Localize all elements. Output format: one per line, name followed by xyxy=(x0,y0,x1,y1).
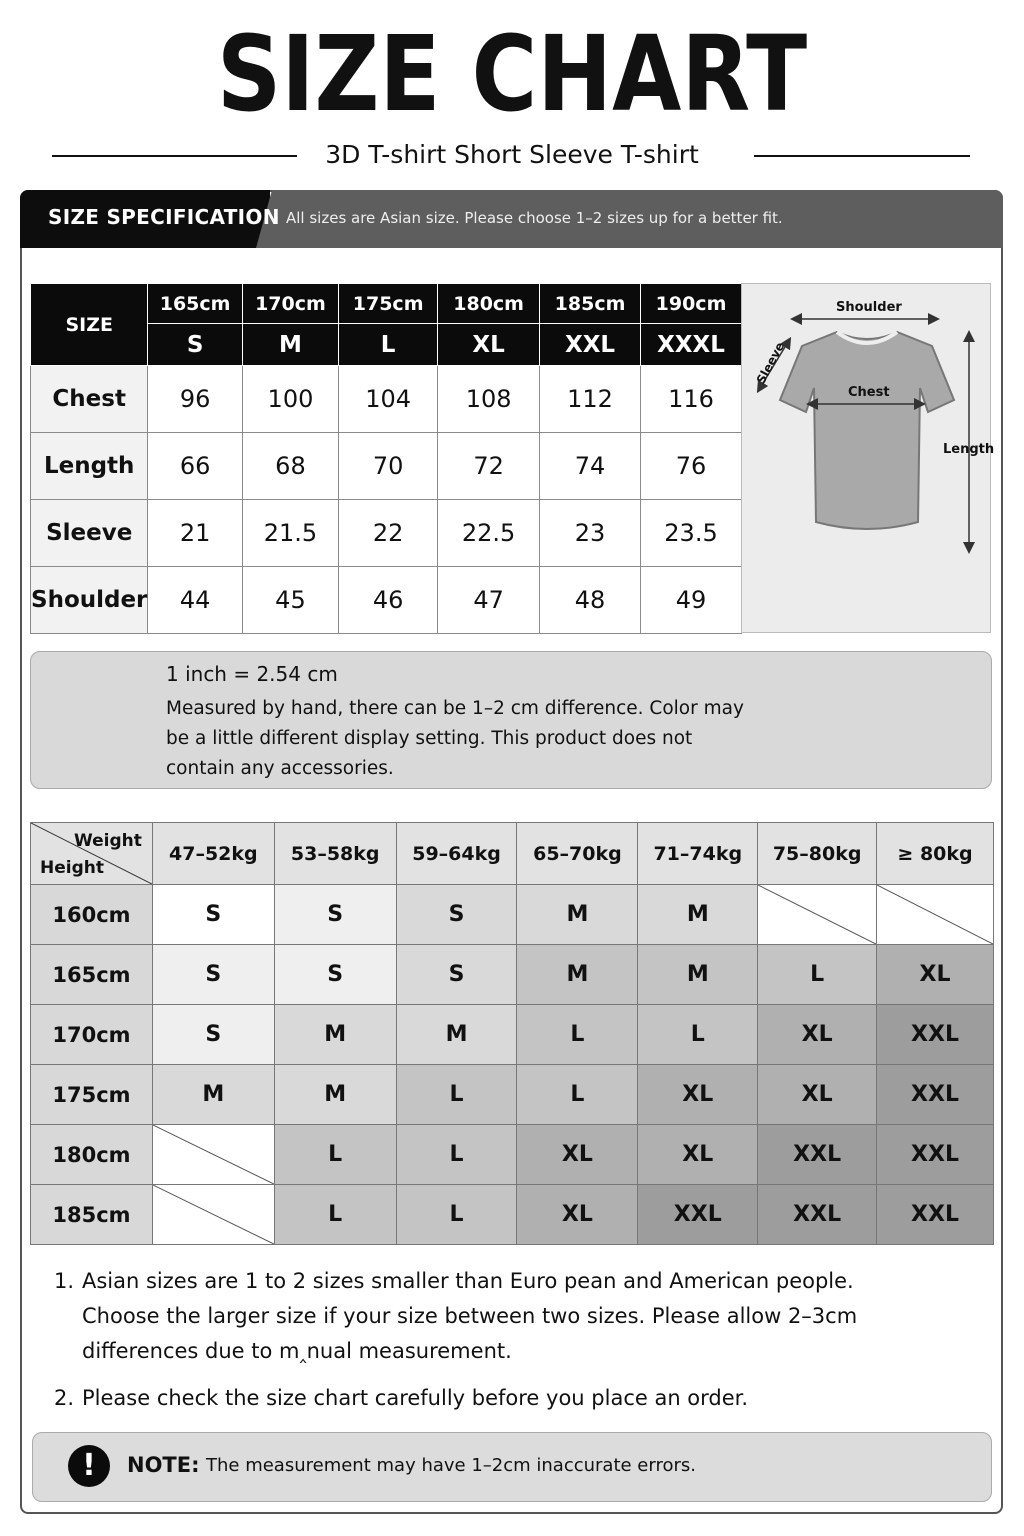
size-cell: L xyxy=(396,1185,517,1245)
note-text: The measurement may have 1–2cm inaccurate errors. xyxy=(206,1455,696,1476)
table-row xyxy=(31,1185,994,1245)
sleeve-label: Sleeve xyxy=(753,339,788,387)
size-cell: M xyxy=(517,945,638,1005)
size-cell: XXL xyxy=(877,1065,994,1125)
size-cell: L xyxy=(274,1185,396,1245)
table-row xyxy=(31,567,742,634)
empty-cell xyxy=(758,885,877,945)
measurement-note: Measured by hand, there can be 1–2 cm difference. Color may be a little different display setting. This product does not contain any accessories. xyxy=(166,698,744,779)
table-row xyxy=(31,433,742,500)
table-cell: 72 xyxy=(438,433,540,500)
table-cell: 66 xyxy=(148,433,242,500)
table-cell: 22.5 xyxy=(438,500,540,567)
size-code: S xyxy=(148,324,242,366)
table-cell: 21.5 xyxy=(242,500,338,567)
table-cell: 116 xyxy=(641,366,742,433)
size-cell: L xyxy=(274,1125,396,1185)
row-label: Shoulder xyxy=(31,567,148,634)
note-text: differences due to m‸nual measurement. xyxy=(82,1339,512,1363)
table-cell: 21 xyxy=(148,500,242,567)
size-cell: L xyxy=(638,1005,758,1065)
table-cell: 23 xyxy=(540,500,641,567)
tshirt-icon xyxy=(742,284,995,634)
row-label: Length xyxy=(31,433,148,500)
table-cell: 104 xyxy=(339,366,438,433)
size-cell: XXL xyxy=(877,1005,994,1065)
table-row xyxy=(31,945,994,1005)
table-row xyxy=(31,1125,994,1185)
note-number: 2. xyxy=(54,1386,75,1410)
height-header: 175cm xyxy=(339,284,438,324)
size-cell: XL xyxy=(517,1185,638,1245)
height-label: 185cm xyxy=(31,1185,153,1245)
height-header: 165cm xyxy=(148,284,242,324)
table-row xyxy=(31,885,994,945)
size-cell: XL xyxy=(638,1125,758,1185)
table-cell: 74 xyxy=(540,433,641,500)
table-cell: 96 xyxy=(148,366,242,433)
empty-cell xyxy=(877,885,994,945)
shoulder-label: Shoulder xyxy=(836,300,902,315)
row-label: Chest xyxy=(31,366,148,433)
height-label: 165cm xyxy=(31,945,153,1005)
size-cell: S xyxy=(152,945,274,1005)
weight-header: 65–70kg xyxy=(517,823,638,885)
height-label: 180cm xyxy=(31,1125,153,1185)
table-cell: 76 xyxy=(641,433,742,500)
table-cell: 108 xyxy=(438,366,540,433)
height-label: 160cm xyxy=(31,885,153,945)
exclamation-icon: ! xyxy=(68,1445,110,1487)
tshirt-diagram xyxy=(741,283,995,633)
size-code: XL xyxy=(438,324,540,366)
size-cell: L xyxy=(517,1065,638,1125)
corner-header xyxy=(31,823,153,885)
chest-label: Chest xyxy=(848,385,890,400)
height-header: 170cm xyxy=(242,284,338,324)
height-label: 175cm xyxy=(31,1065,153,1125)
page-title: SIZE CHART xyxy=(216,13,808,135)
weight-header: 75–80kg xyxy=(758,823,877,885)
table-cell: 47 xyxy=(438,567,540,634)
spec-header-note: All sizes are Asian size. Please choose 1–2 sizes up for a better fit. xyxy=(286,209,783,227)
table-row xyxy=(31,500,742,567)
size-cell: XL xyxy=(517,1125,638,1185)
empty-cell xyxy=(152,1125,274,1185)
table-cell: 112 xyxy=(540,366,641,433)
table-cell: 46 xyxy=(339,567,438,634)
note-label: NOTE: xyxy=(127,1453,200,1477)
size-cell: XL xyxy=(758,1065,877,1125)
size-cell: M xyxy=(638,945,758,1005)
subtitle: 3D T-shirt Short Sleeve T-shirt xyxy=(325,140,699,169)
size-cell: XL xyxy=(638,1065,758,1125)
height-weight-table xyxy=(30,822,994,1245)
table-cell: 49 xyxy=(641,567,742,634)
note-text: Choose the larger size if your size between two sizes. Please allow 2–3cm xyxy=(82,1304,858,1328)
size-cell: M xyxy=(638,885,758,945)
height-header: 190cm xyxy=(641,284,742,324)
size-cell: XXL xyxy=(877,1185,994,1245)
size-cell: XXL xyxy=(877,1125,994,1185)
table-row xyxy=(31,1065,994,1125)
size-code: M xyxy=(242,324,338,366)
size-cell: L xyxy=(396,1125,517,1185)
weight-header: 53–58kg xyxy=(274,823,396,885)
note-text: Asian sizes are 1 to 2 sizes smaller than Euro pean and American people. xyxy=(82,1269,854,1293)
size-spec-table xyxy=(30,283,742,634)
inch-conversion: 1 inch = 2.54 cm xyxy=(166,662,338,686)
size-cell: M xyxy=(274,1065,396,1125)
table-cell: 100 xyxy=(242,366,338,433)
table-cell: 22 xyxy=(339,500,438,567)
size-cell: L xyxy=(517,1005,638,1065)
size-cell: M xyxy=(274,1005,396,1065)
table-cell: 68 xyxy=(242,433,338,500)
weight-axis-label: Weight xyxy=(74,831,142,851)
size-cell: L xyxy=(396,1065,517,1125)
size-cell: S xyxy=(274,945,396,1005)
size-cell: XXL xyxy=(758,1125,877,1185)
length-label: Length xyxy=(943,442,995,457)
weight-header: 59–64kg xyxy=(396,823,517,885)
size-code: L xyxy=(339,324,438,366)
weight-header: 47–52kg xyxy=(152,823,274,885)
table-cell: 44 xyxy=(148,567,242,634)
table-cell: 23.5 xyxy=(641,500,742,567)
size-code: XXXL xyxy=(641,324,742,366)
size-cell: M xyxy=(396,1005,517,1065)
size-cell: L xyxy=(758,945,877,1005)
note-text: Please check the size chart carefully before you place an order. xyxy=(82,1386,749,1410)
size-cell: S xyxy=(152,1005,274,1065)
size-header: SIZE xyxy=(31,284,148,366)
size-cell: M xyxy=(152,1065,274,1125)
empty-cell xyxy=(152,1185,274,1245)
size-cell: XL xyxy=(758,1005,877,1065)
row-label: Sleeve xyxy=(31,500,148,567)
weight-header: 71–74kg xyxy=(638,823,758,885)
table-row xyxy=(31,366,742,433)
size-cell: S xyxy=(274,885,396,945)
size-cell: S xyxy=(152,885,274,945)
table-cell: 48 xyxy=(540,567,641,634)
note-number: 1. xyxy=(54,1269,75,1293)
spec-header-label: SIZE SPECIFICATION xyxy=(48,205,280,229)
size-cell: XL xyxy=(877,945,994,1005)
height-header: 180cm xyxy=(438,284,540,324)
table-cell: 45 xyxy=(242,567,338,634)
table-row xyxy=(31,1005,994,1065)
height-header: 185cm xyxy=(540,284,641,324)
size-cell: S xyxy=(396,945,517,1005)
table-cell: 70 xyxy=(339,433,438,500)
weight-header: ≥ 80kg xyxy=(877,823,994,885)
height-axis-label: Height xyxy=(40,858,104,878)
size-code: XXL xyxy=(540,324,641,366)
size-cell: M xyxy=(517,885,638,945)
size-cell: XXL xyxy=(638,1185,758,1245)
height-label: 170cm xyxy=(31,1005,153,1065)
size-cell: XXL xyxy=(758,1185,877,1245)
size-cell: S xyxy=(396,885,517,945)
